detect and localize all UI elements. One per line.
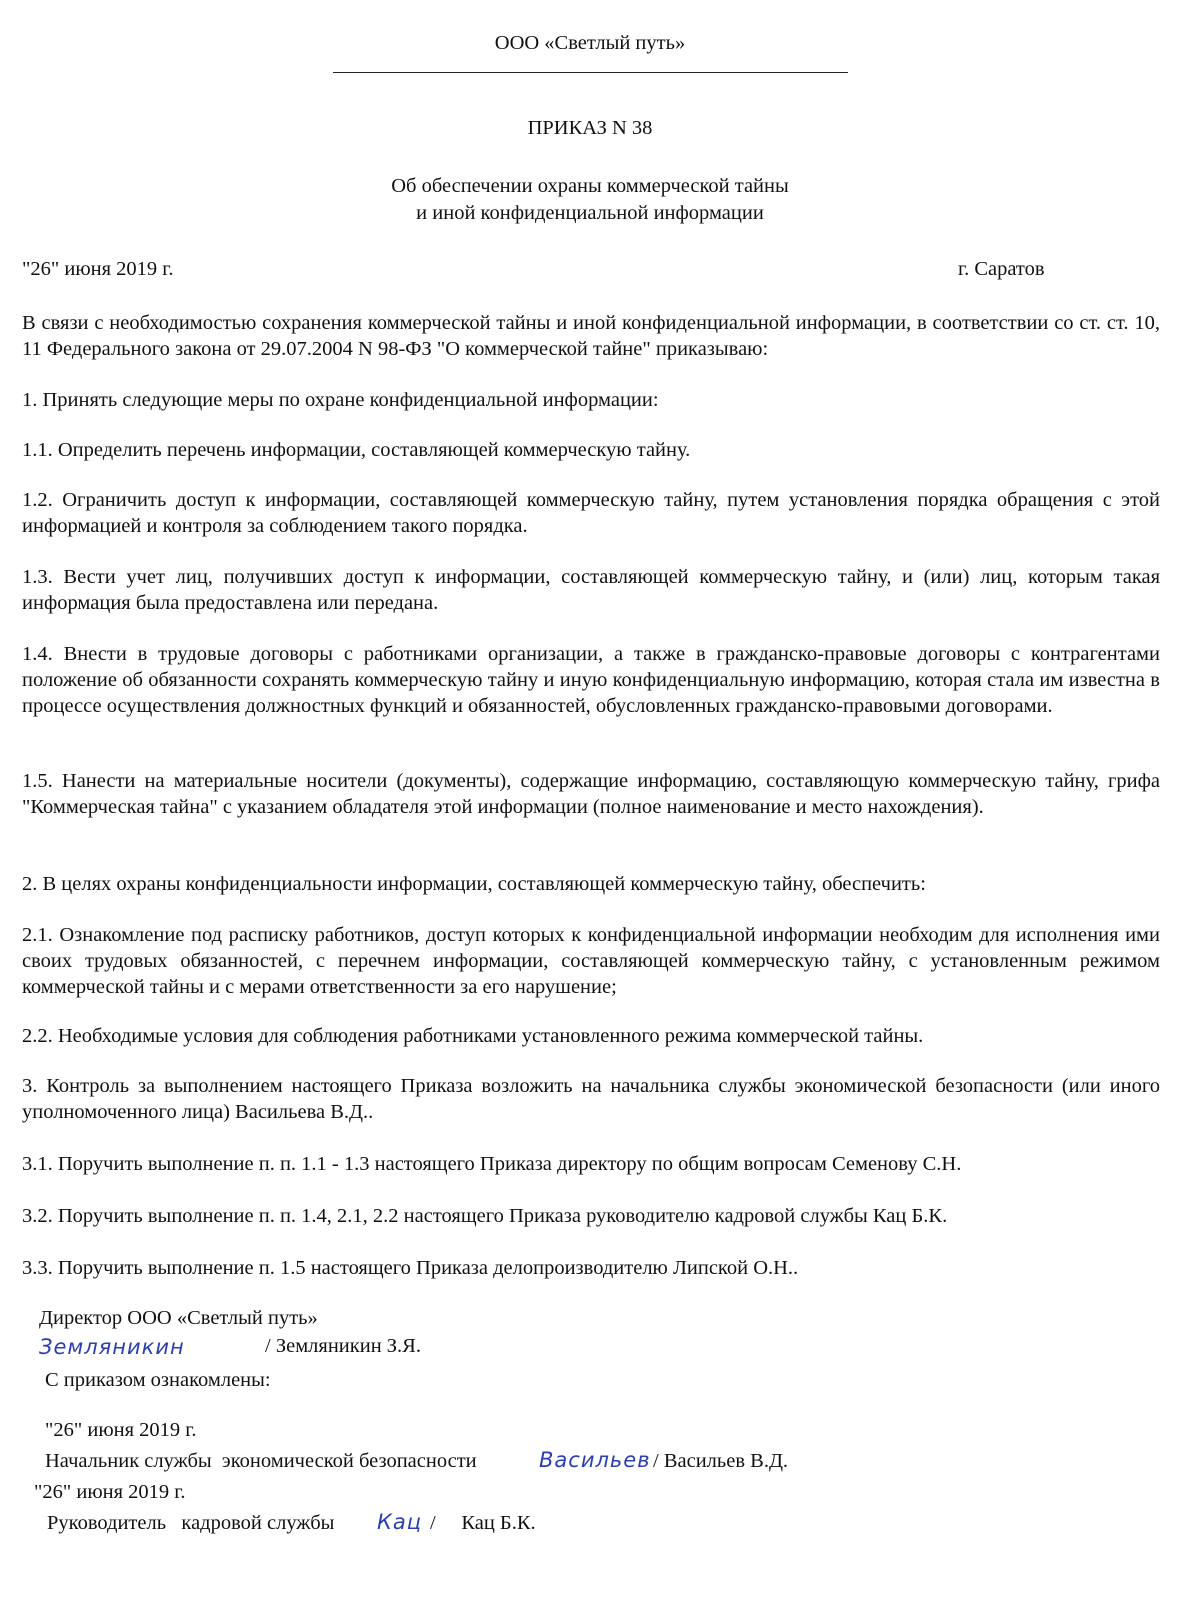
clause-3-3: 3.3. Поручить выполнение п. 1.5 настоящего Приказа делопроизводителю Липской О.Н.. — [22, 1257, 799, 1279]
clause-1-3: 1.3. Вести учет лиц, получивших доступ к информации, составляющей коммерческую тайну, и (или) лиц, которым такая информация была предоставлена или передана. — [22, 566, 1160, 614]
order-city: г. Саратов — [958, 258, 1045, 280]
hr-head-title: Руководитель кадровой службы — [47, 1512, 335, 1534]
security-head-name: / Васильев В.Д. — [653, 1450, 789, 1472]
header-divider — [333, 72, 848, 73]
ack-date-2: "26" июня 2019 г. — [34, 1481, 186, 1503]
clause-2: 2. В целях охраны конфиденциальности информации, составляющей коммерческую тайну, обеспечить: — [22, 873, 926, 895]
hr-head-name: / Кац Б.К. — [430, 1512, 536, 1534]
order-date: "26" июня 2019 г. — [22, 258, 174, 280]
clause-3-2: 3.2. Поручить выполнение п. п. 1.4, 2.1, 2.2 настоящего Приказа руководителю кадровой службы Кац Б.К. — [22, 1205, 948, 1227]
clause-2-2: 2.2. Необходимые условия для соблюдения работниками установленного режима коммерческой тайны. — [22, 1025, 924, 1047]
director-name: / Земляникин З.Я. — [265, 1335, 421, 1357]
security-head-signature: Васильев — [539, 1448, 651, 1472]
clause-1: 1. Принять следующие меры по охране конфиденциальной информации: — [22, 389, 659, 411]
intro-paragraph: В связи с необходимостью сохранения коммерческой тайны и иной конфиденциальной информации, в соответствии со ст. ст. 10, 11 Федерального закона от 29.07.2004 N 98-ФЗ "О коммерческой тайне" приказываю: — [22, 312, 1160, 360]
organization-name: ООО «Светлый путь» — [494, 32, 686, 54]
security-head-title: Начальник службы экономической безопасности — [45, 1450, 477, 1472]
ack-date-1: "26" июня 2019 г. — [45, 1419, 197, 1441]
subject-line-2: и иной конфиденциальной информации — [416, 202, 764, 224]
clause-3-1: 3.1. Поручить выполнение п. п. 1.1 - 1.3 настоящего Приказа директору по общим вопросам Семенову С.Н. — [22, 1153, 962, 1175]
director-title: Директор ООО «Светлый путь» — [39, 1307, 318, 1329]
clause-1-2: 1.2. Ограничить доступ к информации, составляющей коммерческую тайну, путем установления порядка обращения с этой информацией и контроля за соблюдением такого порядка. — [22, 489, 1160, 537]
clause-1-1: 1.1. Определить перечень информации, составляющей коммерческую тайну. — [22, 439, 691, 461]
order-subject — [0, 173, 1180, 227]
acknowledgement-label: С приказом ознакомлены: — [45, 1369, 271, 1391]
subject-line-1: Об обеспечении охраны коммерческой тайны — [391, 175, 789, 197]
clause-1-4: 1.4. Внести в трудовые договоры с работниками организации, а также в гражданско-правовые договоры с контрагентами положение об обязанности сохранять коммерческую тайну и иную конфиденциальную информацию, которая стала им известна в процессе осуществления должностных функций и обязанностей, обусловленных гражданско-правовыми договорами. — [22, 643, 1160, 717]
clause-2-1: 2.1. Ознакомление под расписку работников, доступ которых к конфиденциальной информации необходим для исполнения ими своих трудовых обязанностей, с перечнем информации, составляющей коммерческую тайну, с установленным режимом коммерческой тайны и с мерами ответственности за его нарушение; — [22, 924, 1160, 998]
order-title: ПРИКАЗ N 38 — [527, 117, 653, 139]
hr-head-signature: Кац — [377, 1510, 423, 1534]
clause-1-5: 1.5. Нанести на материальные носители (документы), содержащие информацию, составляющую коммерческую тайну, грифа "Коммерческая тайна" с указанием обладателя этой информации (полное наименование и место нахождения). — [22, 770, 1160, 818]
director-signature: Земляникин — [39, 1335, 185, 1359]
clause-3: 3. Контроль за выполнением настоящего Приказа возложить на начальника службы экономической безопасности (или иного уполномоченного лица) Васильева В.Д.. — [22, 1075, 1160, 1123]
